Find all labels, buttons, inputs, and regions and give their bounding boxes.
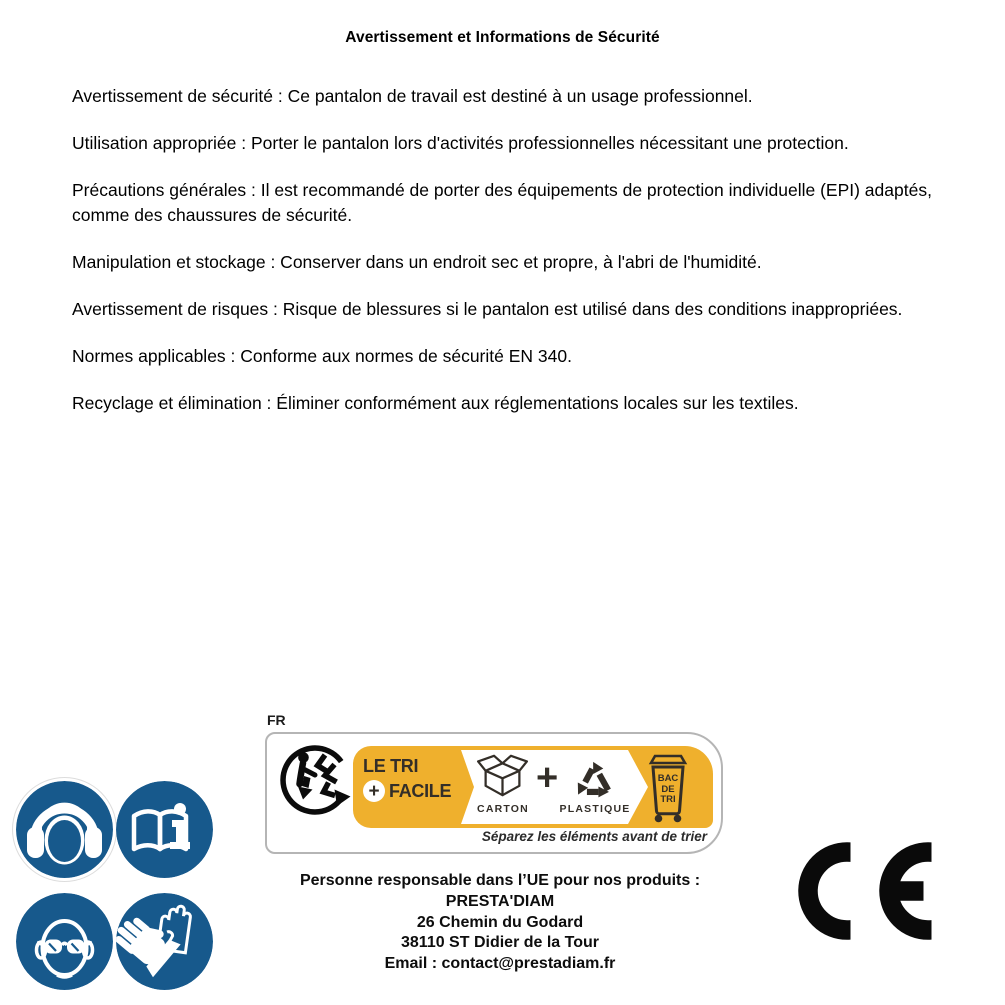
- read-manual-pictogram: [116, 781, 213, 878]
- triman-icon: [277, 742, 353, 818]
- protective-gloves-pictogram: [116, 893, 213, 990]
- address-line: 26 Chemin du Godard: [416, 913, 584, 931]
- email-line: Email : contact@prestadiam.fr: [384, 955, 616, 973]
- le-tri-facile-wordmark: [363, 757, 451, 802]
- responsible-line: Personne responsable dans l’UE pour nos produits :: [299, 872, 701, 889]
- recycling-sorting-label: [265, 732, 723, 854]
- carton-box-icon: [471, 753, 534, 798]
- safety-paragraph: Avertissement de risques : Risque de blessures si le pantalon est utilisé dans des conditions inappropriées.: [72, 299, 903, 319]
- recycling-triangle-icon: [566, 753, 622, 799]
- material-label-carton: CARTON: [477, 803, 529, 815]
- safety-paragraph: Avertissement de sécurité : Ce pantalon de travail est destiné à un usage professionnel.: [72, 86, 753, 106]
- bin-text: BAC DE TRI: [657, 773, 679, 805]
- eye-protection-pictogram: [16, 893, 113, 990]
- page-title: Avertissement et Informations de Sécurité: [345, 29, 660, 46]
- ear-protection-pictogram: [16, 781, 113, 878]
- country-code-label: FR: [267, 712, 286, 728]
- safety-paragraph: Recyclage et élimination : Éliminer conformément aux réglementations locales sur les textiles.: [72, 393, 799, 413]
- material-label-plastique: PLASTIQUE: [559, 803, 631, 815]
- safety-paragraph: Précautions générales : Il est recommandé de porter des équipements de protection individuelle (EPI) adaptés, comme des chaussures de sécurité.: [72, 180, 932, 225]
- plus-separator: +: [536, 757, 559, 799]
- brand-line1: LE TRI: [363, 756, 419, 776]
- safety-paragraph: Utilisation appropriée : Porter le pantalon lors d'activités professionnelles nécessitant une protection.: [72, 133, 849, 153]
- safety-text: [72, 84, 952, 438]
- sorting-banner: [353, 746, 713, 828]
- brand-line2: FACILE: [389, 781, 452, 801]
- address-line: 38110 ST Didier de la Tour: [401, 934, 599, 952]
- safety-paragraph: Manipulation et stockage : Conserver dans un endroit sec et propre, à l'abri de l'humidité.: [72, 252, 762, 272]
- ce-mark-icon: [798, 842, 934, 940]
- responsible-person-block: [250, 871, 750, 975]
- plus-circle-icon: +: [363, 780, 385, 802]
- safety-paragraph: Normes applicables : Conforme aux normes de sécurité EN 340.: [72, 346, 572, 366]
- company-name: PRESTA'DIAM: [445, 892, 555, 910]
- sorting-instruction: Séparez les éléments avant de trier: [481, 829, 707, 844]
